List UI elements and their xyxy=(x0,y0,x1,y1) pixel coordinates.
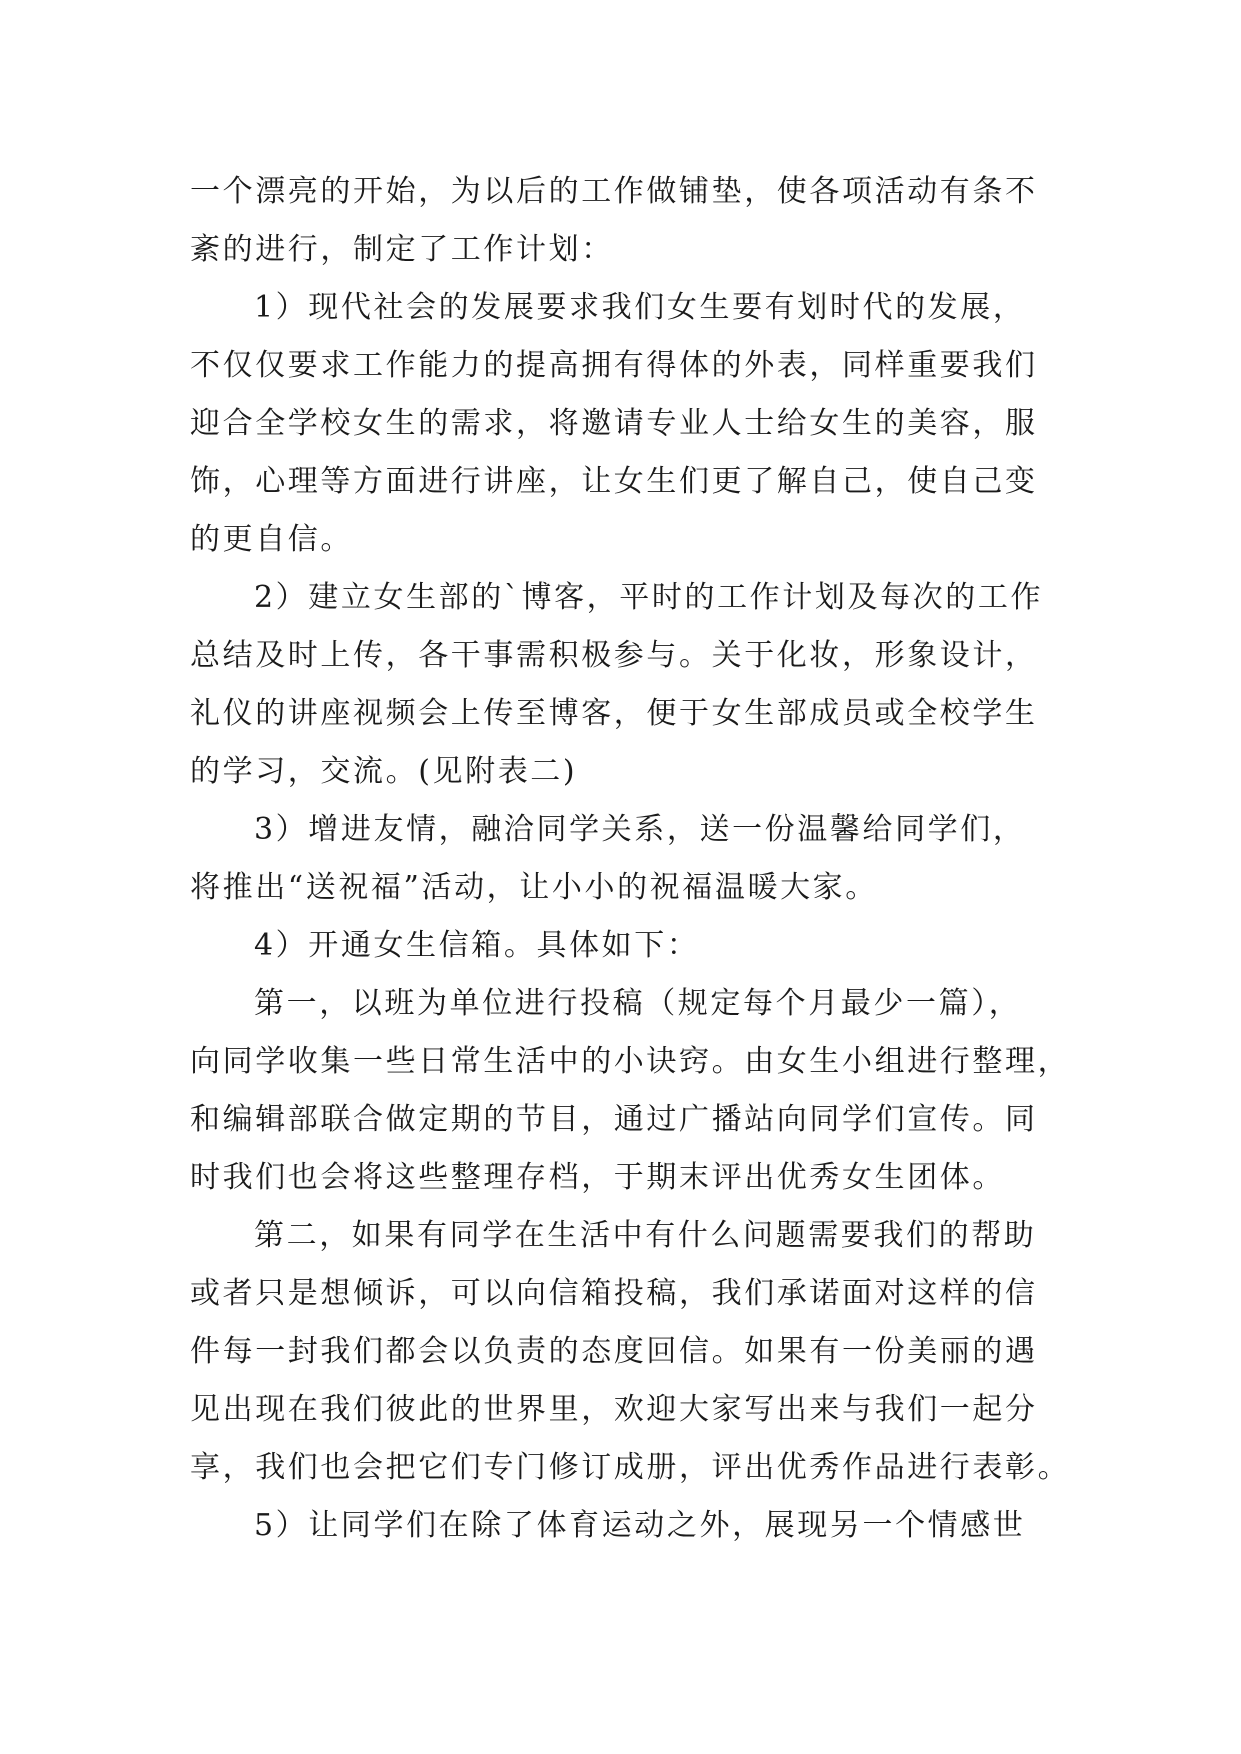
text-line: 时我们也会将这些整理存档，于期末评出优秀女生团体。 xyxy=(190,1160,1005,1195)
document-body xyxy=(190,163,1070,1555)
text-line: 享，我们也会把它们专门修订成册，评出优秀作品进行表彰。 xyxy=(190,1450,1071,1485)
paragraph-start-line: 1）现代社会的发展要求我们女生要有划时代的发展， xyxy=(254,290,1026,325)
text-line: 将推出“送祝福”活动，让小小的祝福温暖大家。 xyxy=(190,870,878,905)
paragraph-start-line: 第二，如果有同学在生活中有什么问题需要我们的帮助 xyxy=(254,1218,1037,1253)
text-line: 总结及时上传，各干事需积极参与。关于化妆，形象设计， xyxy=(190,638,1038,673)
text-line: 向同学收集一些日常生活中的小诀窍。由女生小组进行整理， xyxy=(190,1044,1071,1079)
text-line: 饰，心理等方面进行讲座，让女生们更了解自己，使自己变 xyxy=(190,464,1038,499)
text-line: 迎合全学校女生的需求，将邀请专业人士给女生的美容，服 xyxy=(190,406,1038,441)
paragraph-start-line: 2）建立女生部的`博客，平时的工作计划及每次的工作 xyxy=(254,580,1044,615)
text-line: 紊的进行，制定了工作计划： xyxy=(190,232,614,267)
text-line: 见出现在我们彼此的世界里，欢迎大家写出来与我们一起分 xyxy=(190,1392,1038,1427)
text-line: 或者只是想倾诉，可以向信箱投稿，我们承诺面对这样的信 xyxy=(190,1276,1038,1311)
text-line: 件每一封我们都会以负责的态度回信。如果有一份美丽的遇 xyxy=(190,1334,1038,1369)
text-line: 的更自信。 xyxy=(190,522,353,557)
text-line: 不仅仅要求工作能力的提高拥有得体的外表，同样重要我们 xyxy=(190,348,1038,383)
paragraph-start-line: 3）增进友情，融洽同学关系，送一份温馨给同学们， xyxy=(254,812,1026,847)
text-line: 礼仪的讲座视频会上传至博客，便于女生部成员或全校学生 xyxy=(190,696,1038,731)
paragraph-start-line: 第一，以班为单位进行投稿（规定每个月最少一篇）， xyxy=(254,986,1022,1021)
paragraph-start-line: 5）让同学们在除了体育运动之外，展现另一个情感世 xyxy=(254,1508,1026,1543)
paragraph-start-line: 4）开通女生信箱。具体如下： xyxy=(254,928,700,963)
text-line: 的学习，交流。(见附表二) xyxy=(190,754,578,789)
text-line: 和编辑部联合做定期的节目，通过广播站向同学们宣传。同 xyxy=(190,1102,1038,1137)
text-line: 一个漂亮的开始，为以后的工作做铺垫，使各项活动有条不 xyxy=(190,174,1038,209)
